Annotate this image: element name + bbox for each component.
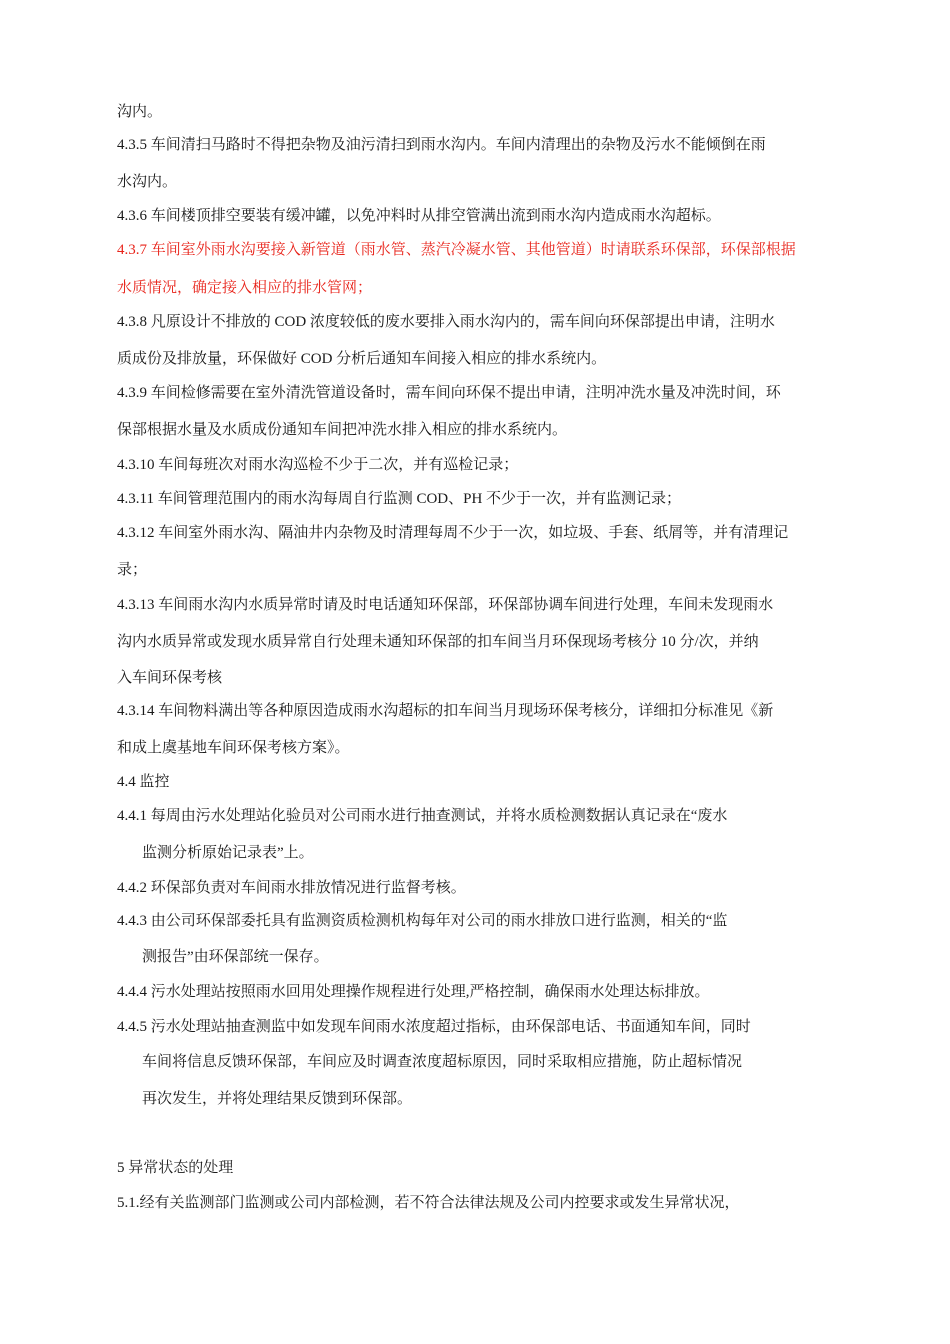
text-line: 4.3.6 车间楼顶排空要装有缓冲罐，以免冲料时从排空管满出流到雨水沟内造成雨水沟超标。 <box>117 208 721 224</box>
text-line: 4.3.14 车间物料满出等各种原因造成雨水沟超标的扣车间当月现场环保考核分，详细扣分标准见《新 <box>117 703 774 719</box>
text-line: 保部根据水量及水质成份通知车间把冲洗水排入相应的排水系统内。 <box>117 422 568 438</box>
text-line: 质成份及排放量，环保做好 COD 分析后通知车间接入相应的排水系统内。 <box>117 351 607 367</box>
text-line: 录； <box>117 562 148 578</box>
text-line: 沟内。 <box>117 104 163 120</box>
text-line: 4.3.9 车间检修需要在室外清洗管道设备时，需车间向环保不提出申请，注明冲洗水量及冲洗时间，环 <box>117 385 781 401</box>
text-line: 监测分析原始记录表”上。 <box>142 845 314 861</box>
text-line: 4.3.13 车间雨水沟内水质异常时请及时电话通知环保部，环保部协调车间进行处理，车间未发现雨水 <box>117 597 774 613</box>
text-line: 沟内水质异常或发现水质异常自行处理未通知环保部的扣车间当月环保现场考核分 10 分/次，并纳 <box>117 634 759 650</box>
text-line: 入车间环保考核 <box>117 670 223 686</box>
text-line: 和成上虞基地车间环保考核方案》。 <box>117 740 350 756</box>
text-line: 车间将信息反馈环保部，车间应及时调查浓度超标原因，同时采取相应措施，防止超标情况 <box>142 1054 743 1070</box>
text-line: 水沟内。 <box>117 174 178 190</box>
text-line: 4.4.3 由公司环保部委托具有监测资质检测机构每年对公司的雨水排放口进行监测，相关的“监 <box>117 913 728 929</box>
text-line: 4.3.10 车间每班次对雨水沟巡检不少于二次，并有巡检记录； <box>117 457 519 473</box>
text-line: 4.4.1 每周由污水处理站化验员对公司雨水进行抽查测试，并将水质检测数据认真记录在“废水 <box>117 808 728 824</box>
highlighted-text-line: 水质情况，确定接入相应的排水管网； <box>117 280 373 296</box>
text-line: 5.1.经有关监测部门监测或公司内部检测，若不符合法律法规及公司内控要求或发生异常状况， <box>117 1195 740 1211</box>
text-line: 4.4.5 污水处理站抽查测监中如发现车间雨水浓度超过指标，由环保部电话、书面通知车间，同时 <box>117 1019 751 1035</box>
text-line: 4.4.4 污水处理站按照雨水回用处理操作规程进行处理,严格控制，确保雨水处理达标排放。 <box>117 984 710 1000</box>
highlighted-text-line: 4.3.7 车间室外雨水沟要接入新管道（雨水管、蒸汽冷凝水管、其他管道）时请联系环保部，环保部根据 <box>117 242 796 258</box>
text-line: 测报告”由环保部统一保存。 <box>142 949 329 965</box>
text-line: 4.3.5 车间清扫马路时不得把杂物及油污清扫到雨水沟内。车间内清理出的杂物及污水不能倾倒在雨 <box>117 137 766 153</box>
text-line: 4.4.2 环保部负责对车间雨水排放情况进行监督考核。 <box>117 880 466 896</box>
section-heading: 4.4 监控 <box>117 774 170 790</box>
section-heading: 5 异常状态的处理 <box>117 1160 234 1176</box>
text-line: 再次发生，并将处理结果反馈到环保部。 <box>142 1091 413 1107</box>
text-line: 4.3.12 车间室外雨水沟、隔油井内杂物及时清理每周不少于一次，如垃圾、手套、纸屑等，并有清理记 <box>117 525 789 541</box>
text-line: 4.3.8 凡原设计不排放的 COD 浓度较低的废水要排入雨水沟内的，需车间向环保部提出申请，注明水 <box>117 314 775 330</box>
text-line: 4.3.11 车间管理范围内的雨水沟每周自行监测 COD、PH 不少于一次，并有监测记录； <box>117 491 682 507</box>
